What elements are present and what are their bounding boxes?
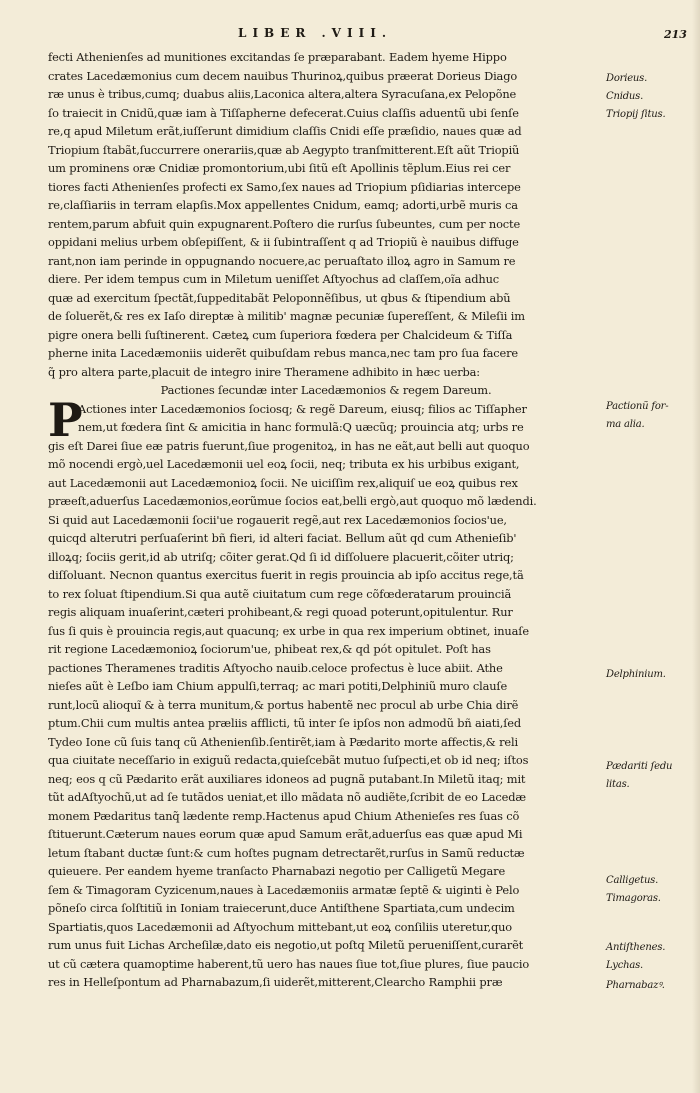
- text-line: diſſoluant. Necnon quantus exercitus fuerit in regis prouincia ab ipſo accitus rege,tã: [48, 568, 524, 582]
- text-line: mõ nocendi ergò,uel Lacedæmonii uel eoꝝ ſocii, neq; tributa ex his urbibus exigant,: [48, 457, 520, 471]
- text-line: res in Helleſpontum ad Pharnabazum,ſi uiderẽt,mitterent,Clearcho Ramphii præ: [48, 975, 503, 989]
- text-line: ptum.Chii cum multis antea præliis afflicti, tũ inter ſe ipſos non admodũ bñ aiati,ſed: [48, 716, 521, 730]
- text-line: pactiones Theramenes traditis Aſtyocho nauib.celoce profectus è luce abiit. Athe: [48, 660, 503, 675]
- text-line: oppidani melius urbem obſepiſſent, & ii ſubintraſſent q ad Triopiũ è nauibus diffuge: [48, 235, 519, 249]
- text-line: Triopium ſtabãt,ſuccurrere onerariis,quæ ab Aegypto tranſmitterent.Eſt aũt Triopiũ: [48, 142, 520, 157]
- text-line: rentem,parum abfuit quin expugnarent.Poſtero die rurſus ſubeuntes, cum per nocte: [48, 216, 521, 231]
- margin-note-timagoras: Timagoras.: [606, 893, 661, 904]
- text-line: quæ ad exercitum ſpectãt,ſuppeditabãt Peloponnẽſibus, ut qbus & ſtipendium abũ: [48, 290, 511, 305]
- paragraph-pactiones: [48, 392, 604, 992]
- margin-note-pactionum-2: ma alia.: [606, 419, 645, 430]
- margin-note-lychas: Lychas.: [606, 960, 644, 971]
- text-line: diere. Per idem tempus cum in Miletum ueniſſet Aſtyochus ad claſſem,oĩa adhuc: [48, 272, 499, 286]
- text-line: regis aliquam inuaſerint,cæteri prohibeant,& regi quoad poterunt,opitulentur. Rur: [48, 605, 513, 619]
- text-line: pherne inita Lacedæmoniis uiderẽt quibuſdam rebus manca,nec tam pro ſua facere: [48, 346, 519, 360]
- text-line: monem Pædaritus tanq̃ lædente remp.Hactenus apud Chium Athenieſes res ſuas cõ: [48, 808, 520, 823]
- text-line: Si quid aut Lacedæmonii ſocii'ue rogauerit regẽ,aut rex Lacedæmonios ſocios'ue,: [48, 512, 507, 527]
- text-line: Tydeo Ione cũ ſuis tanq cũ Athenienſib.ſentirẽt,iam à Pædarito morte affectis,& reli: [48, 734, 519, 749]
- text-line: crates Lacedæmonius cum decem nauibus Thurinoꝝ,quibus præerat Dorieus Diago: [48, 68, 518, 83]
- text-line: q̃ pro altera parte,placuit de integro inire Theramene adhibito in hæc uerba:: [48, 364, 480, 379]
- text-line: neq; eos q cũ Pædarito erãt auxiliares idoneos ad pugnã putabant.In Miletũ itaq; mit: [48, 771, 526, 786]
- paragraph-hippocrates: [48, 48, 604, 381]
- text-line: ut cũ cætera quamoptime haberent,tũ uero has naues ſiue tot,ſiue plures, ſiue paucio: [48, 956, 530, 971]
- section-heading: Pactiones ſecundæ inter Lacedæmonios & regem Dareum.: [160, 383, 492, 397]
- text-line: illoꝝq; ſociis gerit,id ab utriſq; cõiter gerat.Qd ſi id diſſoluere placuerit,cõiter utriq;: [48, 549, 514, 564]
- text-line: to rex ſoluat ſtipendium.Si qua autẽ ciuitatum cum rege cõfœderatarum prouinciã: [48, 586, 512, 601]
- text-line: præeſt,aduerſus Lacedæmonios,eorũmue ſocios eat,belli ergò,aut quoquo mõ lædendi.: [48, 494, 537, 508]
- text-line: fecti Athenienſes ad munitiones excitandas ſe præparabant. Eadem hyeme Hippo: [48, 50, 507, 64]
- text-line: quieuere. Per eandem hyeme tranſacto Pharnabazi negotio per Calligetũ Megare: [48, 864, 506, 878]
- text-line: letum ſtabant ductæ ſunt:& cum hoſtes pugnam detrectarẽt,rurſus in Samũ reductæ: [48, 845, 525, 860]
- text-line: re,claſſiariis in terram elapſis.Mox appellentes Cnidum, eamq; adorti,urbẽ muris ca: [48, 198, 518, 212]
- page-number: 213: [664, 28, 687, 41]
- text-line: rit regione Lacedæmonioꝝ ſociorum'ue, phibeat rex,& qd pót opitulet. Poſt has: [48, 642, 491, 656]
- text-line: pigre onera belli ſuſtinerent. Cæteꝝ cum ſuperiora fœdera per Chalcideum & Tiſſa: [48, 327, 513, 342]
- text-line: rant,non iam perinde in oppugnando nocuere,ac peruaſtato illoꝝ agro in Samum re: [48, 253, 516, 268]
- text-line: quicqd alterutri perſuaſerint bñ fieri, id alteri faciat. Bellum aũt qd cum Athenieſib': [48, 531, 517, 545]
- margin-note-dorieus: Dorieus.: [606, 73, 648, 84]
- text-line: ſem & Timagoram Cyzicenum,naues à Lacedæmoniis armatæ ſeptẽ & uiginti è Pelo: [48, 882, 520, 897]
- margin-note-paedariti: Pædariti ſedu: [606, 761, 673, 772]
- book-title: LIBER .VIII.: [238, 26, 392, 40]
- text-line: põneſo circa ſolſtitiũ in Ioniam traiecerunt,duce Antiſthene Spartiata,cum undecim: [48, 901, 515, 915]
- text-line: de ſoluerẽt,& res ex Iaſo direptæ à militib' magnæ pecuniæ ſupereſſent, & Mileſii im: [48, 309, 525, 323]
- running-header: [0, 26, 700, 48]
- text-line: gis eſt Darei ſiue eæ patris fuerunt,ſiue progenitoꝝ, in has ne eãt,aut belli aut quoquo: [48, 438, 530, 453]
- drop-cap: P: [48, 392, 83, 447]
- text-line: qua ciuitate neceſſario in exiguũ redacta,quieſcebãt mutuo ſuſpecti,et ob id neq; iſtos: [48, 753, 529, 767]
- text-line: um prominens oræ Cnidiæ promontorium,ubi ſitũ eſt Apollinis tẽplum.Eius rei cer: [48, 161, 511, 175]
- text-line: tũt adAſtyochũ,ut ad ſe tutãdos ueniat,et illo mãdata nõ audiẽte,ſcribit de eo Lacedæ: [48, 790, 526, 804]
- margin-note-delphinium: Delphinium.: [606, 669, 666, 680]
- margin-note-paedariti-2: litas.: [606, 779, 630, 790]
- margin-note-cnidus: Cnidus.: [606, 91, 644, 102]
- text-line: ſtituerunt.Cæterum naues eorum quæ apud Samum erãt,aduerſus eas quæ apud Mi: [48, 827, 523, 841]
- text-line: aut Lacedæmonii aut Lacedæmonioꝝ ſocii. Ne uiciſſim rex,aliquiſ ue eoꝝ quibus rex: [48, 475, 518, 490]
- text-line: Actiones inter Lacedæmonios ſociosq; & regẽ Dareum, eiusq; filios ac Tiſſapher: [78, 401, 527, 416]
- text-line: re,q apud Miletum erãt,iuſſerunt dimidium claſſis Cnidi eſſe præſidio, naues quæ ad: [48, 124, 522, 138]
- text-line: ſus ſi quis è prouincia regis,aut quacunq; ex urbe in qua rex imperium obtinet, inuaſe: [48, 623, 529, 638]
- margin-note-pactionum: Pactionũ for-: [606, 401, 669, 412]
- main-text: [48, 48, 604, 992]
- margin-note-antisthenes: Antiſthenes.: [606, 942, 666, 953]
- text-line: nem,ut fœdera ſint & amicitia in hanc formulã:Q uæcũq; prouincia atq; urbs re: [78, 420, 524, 434]
- text-line: runt,locũ alioquĩ & à terra munitum,& portus habentẽ nec procul ab urbe Chia dirẽ: [48, 697, 519, 712]
- text-line: Spartiatis,quos Lacedæmonii ad Aſtyochum mittebant,ut eoꝝ conſiliis uteretur,quo: [48, 919, 513, 934]
- text-line: nieſes aũt è Leſbo iam Chium appulſi,terraq; ac mari potiti,Delphiniũ muro clauſe: [48, 679, 508, 693]
- page-edge-shade: [692, 0, 700, 1093]
- text-line: ræ unus è tribus,cumq; duabus aliis,Laconica altera,altera Syracuſana,ex Pelopõne: [48, 87, 517, 101]
- margin-note-calligetus: Calligetus.: [606, 875, 659, 886]
- margin-note-triopij: Triopij ſitus.: [606, 109, 666, 120]
- margin-note-pharnabazus: Pharnabazꝰ.: [606, 980, 665, 991]
- text-line: ſo traiecit in Cnidũ,quæ iam à Tiſſapherne defecerat.Cuius claſſis aduentũ ubi ſenſe: [48, 105, 519, 120]
- text-line: rum unus fuit Lichas Archeſilæ,dato eis negotio,ut poſtq Miletũ perueniſſent,curarẽt: [48, 938, 524, 952]
- text-line: tiores facti Athenienſes profecti ex Samo,ſex naues ad Triopium pſidiarias intercepe: [48, 179, 521, 194]
